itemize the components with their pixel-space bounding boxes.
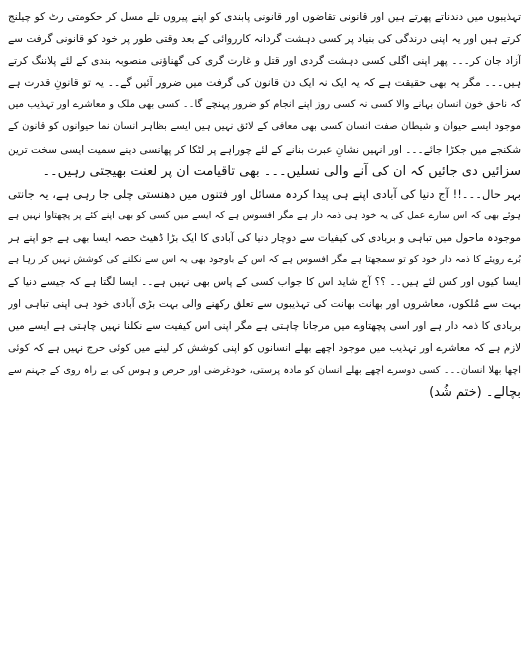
- article-line: ہیں۔۔۔ مگر یہ بھی حقیقت ہے کہ یہ ایک نہ ایک دن قانون کی گرفت میں ضرور آئیں گے۔۔ یہ تو قانونِ قدرت ہے: [8, 76, 521, 90]
- article-line: آزاد جان کر۔۔۔ پھر اپنی اگلی کسی دہشت گردی اور قتل و غارت گری کی گھناؤنی منصوبہ بندی کے لئے پلاننگ کرتے: [8, 55, 521, 68]
- article-line: ایسا کیوں اور کس لئے ہیں۔۔ ؟؟ آج شاید اس کا جواب کسی کے پاس بھی نہیں ہے۔۔ ایسا لگتا ہے کہ جیسے دنیا کے: [8, 276, 521, 289]
- article-line: تہذیبوں میں دندناتے پھرتے ہیں اور قانونی تقاضوں اور قانونی پابندی کو اپنے پیروں تلے مسل کر حکومتی رٹ کو چیلنج: [8, 11, 521, 23]
- article-line: بُرے رویئے کا ذمہ دار خود کو تو سمجھتا ہے مگر افسوس ہے کہ اس کے باوجود بھی یہ اس سے نکلنے کی کوشش نہیں کر رہا ہے: [8, 254, 521, 266]
- article-closing-line: بچالے۔ (ختم شُد): [429, 384, 521, 400]
- article-line: موجود ایسے حیوان و شیطان صفت انسان کسی بھی معافی کے لائق نہیں ہیں ایسے بظاہر انسان نما حیوانوں کو قانون کے: [8, 121, 521, 133]
- article-line: بہت سے مُلکوں، معاشروں اور بھانت بھانت کی تہذیبوں سے تعلق رکھنے والی بہت بڑی آبادی خود ہی اپنی تباہی اور: [8, 298, 521, 311]
- article-line: کرتے ہیں اور یہ اپنی درندگی کی بنیاد پر کسی دہشت گردانہ کارروائی کے بعد وقتی طور پر خود کو قانونی گرفت سے: [8, 33, 521, 46]
- article-line: کہ ناحق خون انسان بہانے والا کسی نہ کسی روز اپنے انجام کو ضرور پہنچے گا۔۔ کسی بھی ملک و معاشرے اور تہذیب میں: [8, 99, 521, 111]
- article-line: سزائیں دی جائیں کہ ان کی آنے والی نسلیں۔۔۔ بھی تاقیامت ان پر لعنت بھیجتی رہیں۔۔: [42, 163, 521, 179]
- article-line: اچھا بھلا انسان۔۔۔ کسی دوسرے اچھے بھلے انسان کو مادہ پرستی، خودغرضی اور حرص و ہوس کی بے راہ روی کے جہنم سے: [8, 364, 521, 376]
- article-line: بربادی کا ذمہ دار ہے اور اسی پچھتاوے میں مرجانا چاہتی ہے مگر اپنی اس کیفیت سے نکلنا نہیں چاہتی ہے ایسے میں: [8, 320, 521, 333]
- article-line: لازم ہے کہ معاشرے اور تہذیب میں موجود اچھے بھلے انسانوں کو اپنی کوشش کر لینے میں کوئی حرج نہیں ہے کہ کوئی: [8, 342, 521, 355]
- article-line: بہر حال۔۔۔!! آج دنیا کی آبادی اپنے ہی پیدا کردہ مسائل اور فتنوں میں دھنستی چلی جا رہی ہے، یہ جانتی: [8, 186, 521, 201]
- article-line: شکنجے میں جکڑا جائے۔۔۔ اور انہیں نشانِ عبرت بنانے کے لئے چوراہے پر لٹکا کر پھانسی دینے سمیت ایسی سخت ترین: [8, 143, 521, 156]
- article-line: ہوئے بھی کہ اس سارے عمل کی یہ خود ہی ذمہ دار ہے مگر افسوس ہے کہ ایسے میں کسی کو بھی اپنے کئے پر پچھتاوا نہیں ہے: [8, 209, 521, 221]
- article-line: موجودہ ماحول میں تباہی و بربادی کی کیفیات سے دوچار دنیا کی آبادی کا ایک بڑا ڈھیٹ حصہ ایسا بھی ہے جو اپنے ہر: [8, 231, 521, 244]
